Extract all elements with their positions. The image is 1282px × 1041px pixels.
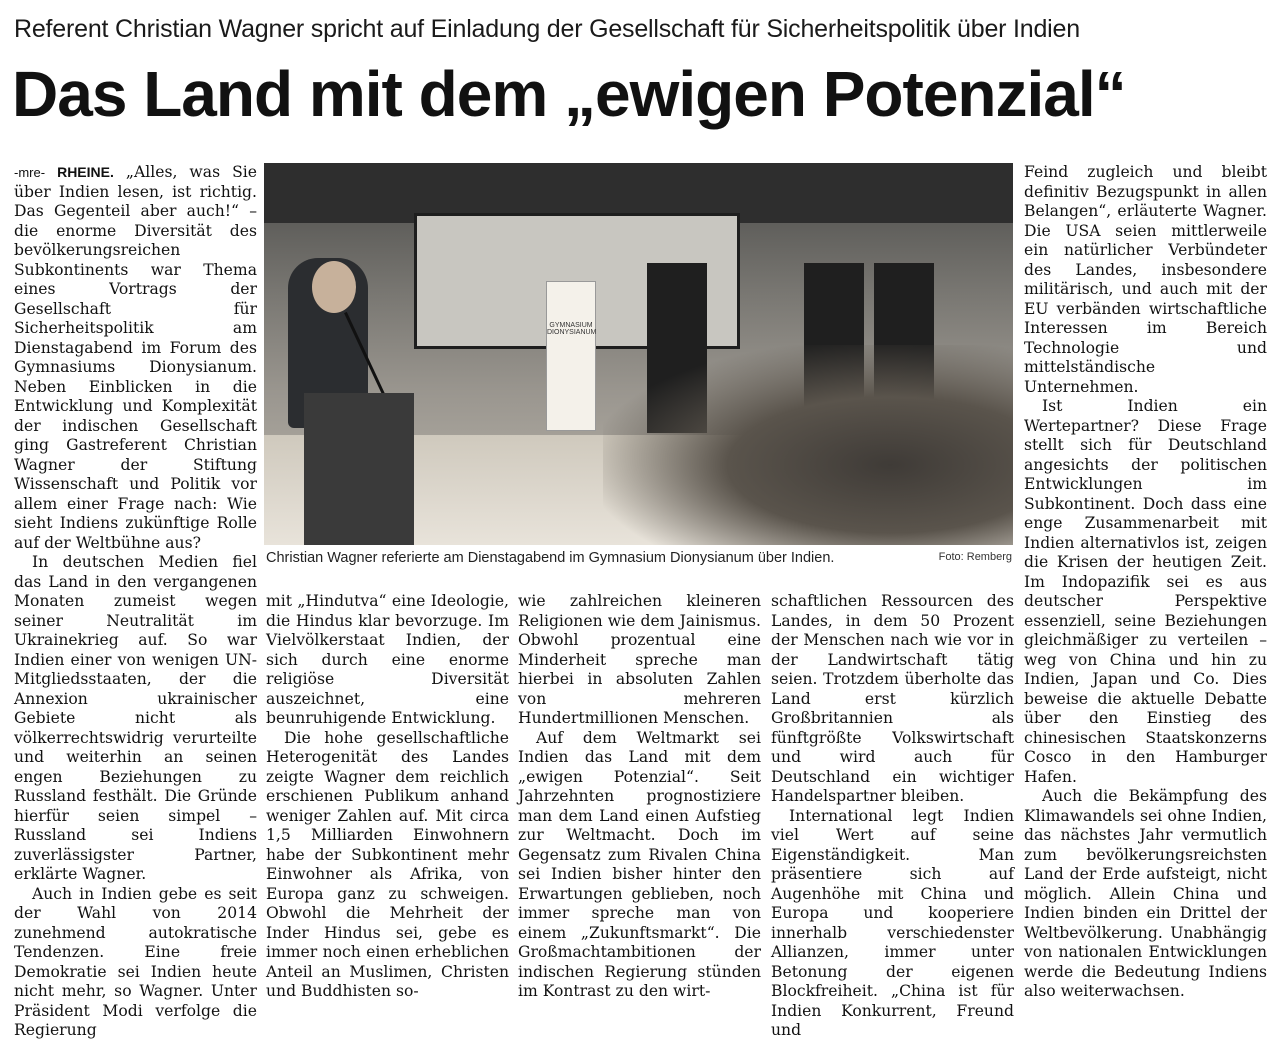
paragraph: Ist Indien ein Wertepartner? Diese Frage stellt sich für Deutschland angesichts der politischen Entwicklungen im Subkontinent. Doch dass eine enge Zusammenarbeit mit Indien alternativlos ist, zeigen die Krisen der heutigen Zeit. Im Indopazifik sei es aus deutscher Perspektive essenziell, seine Beziehungen gleichmäßiger zu verteilen – weg von China und hin zu Indien, Japan und Co. Dies beweise die aktuelle Debatte über den Einstieg des chinesischen Staatskonzerns Cosco in den Hamburger Hafen. [1024,397,1267,786]
paragraph: Feind zugleich und bleibt definitiv Bezugspunkt in allen Belangen“, erläuterte Wagner. Die USA seien mittlerweile ein natürlicher Verbündeter des Landes, insbesondere militärisch, und auch mit der EU verbänden wirtschaftliche Interessen im Bereich Technologie und mittelständische Unternehmen. [1024,163,1267,396]
article-column-2 [266,592,509,1023]
article-column-1 [14,163,257,1039]
paragraph: Auch in Indien gebe es seit der Wahl von 2014 zunehmend autokratische Tendenzen. Eine freie Demokratie sei Indien heute nicht mehr, so Wagner. Unter Präsident Modi verfolge die Regierung [14,884,257,1039]
paragraph: Die hohe gesellschaftliche Heterogenität des Landes zeigte Wagner dem reichlich erschienen Publikum anhand weniger Zahlen auf. Mit circa 1,5 Milliarden Einwohnern habe der Subkontinent mehr Einwohner als Afrika, von Europa ganz zu schweigen. Obwohl die Mehrheit der Inder Hindus sei, gebe es immer noch einen erheblichen Anteil an Muslimen, Christen und Buddhisten so- [266,728,509,1000]
paragraph: mit „Hindutva“ eine Ideologie, die Hindus klar bevorzuge. Im Vielvölkerstaat Indien, der sich durch eine enorme religiöse Diversität auszeichnet, eine beunruhigende Entwicklung. [266,592,509,727]
paragraph: Auf dem Weltmarkt sei Indien das Land mit dem „ewigen Potenzial“. Seit Jahrzehnten prognostiziere man dem Land einen Aufstieg zur Weltmacht. Doch im Gegensatz zum Rivalen China sei Indien bisher hinter den Erwartungen geblieben, noch immer spreche man von einem „Zukunftsmarkt“. Die Großmachtambitionen der indischen Regierung stünden im Kontrast zu den wirt- [518,728,761,1000]
photo-credit: Foto: Remberg [938,551,1012,563]
article-column-4 [771,592,1014,1039]
audience [603,345,1013,545]
article-column-3 [518,592,761,1023]
paragraph-text: „Alles, was Sie über Indien lesen, ist richtig. Das Gegenteil aber auch!“ – die enorme Diversität des bevölkerungsreichen Subkontinents war Thema eines Vortrags der Gesellschaft für Sicherheitspolitik am Dienstagabend im Forum des Gymnasiums Dionysianum. Neben Einblicken in die Entwicklung und Komplexität der indischen Gesellschaft ging Gastreferent Christian Wagner der Stiftung Wissenschaft und Politik vor allem einer Frage nach: Wie sieht Indiens zukünftige Rolle auf der Weltbühne aus? [14,163,257,552]
photo-caption: Christian Wagner referierte am Dienstagabend im Gymnasium Dionysianum über Indien. [266,550,835,566]
paragraph: wie zahlreichen kleineren Religionen wie dem Jainismus. Obwohl prozentual eine Minderheit spreche man hierbei in absoluten Zahlen von mehreren Hundertmillionen Menschen. [518,592,761,727]
podium [304,393,414,545]
kicker-line: Referent Christian Wagner spricht auf Einladung der Gesellschaft für Sicherheitspolitik über Indien [14,15,1080,43]
article-column-5 [1024,163,1267,1023]
paragraph: International legt Indien viel Wert auf seine Eigenständigkeit. Man präsentiere sich auf Augenhöhe mit China und Europa und kooperiere innerhalb verschiedenster Allianzen, immer unter Betonung der eigenen Blockfreiheit. „China ist für Indien Konkurrent, Freund und [771,806,1014,1039]
article-photo [264,163,1013,545]
paragraph: schaftlichen Ressourcen des Landes, in dem 50 Prozent der Menschen nach wie vor in der Landwirtschaft tätig seien. Trotzdem überholte das Land erst kürzlich Großbritannien als fünftgrößte Volkswirtschaft und wird auch für Deutschland ein wichtiger Handelspartner bleiben. [771,592,1014,805]
roll-up-banner: GYMNASIUM DIONYSIANUM [546,281,596,431]
speaker-head [312,261,356,313]
headline: Das Land mit dem „ewigen Potenzial“ [12,58,1126,130]
city: RHEINE. [57,164,114,180]
paragraph: Auch die Bekämpfung des Klimawandels sei ohne Indien, das nächstes Jahr vermutlich zum bevölkerungsreichsten Land der Erde aufsteigt, nicht möglich. Allein China und Indien binden ein Drittel der Weltbevölkerung. Unabhängig von nationalen Entwicklungen werde die Bedeutung Indiens also weiterwachsen. [1024,787,1267,1000]
paragraph: In deutschen Medien fiel das Land in den vergangenen Monaten zumeist wegen seiner Neutralität im Ukrainekrieg auf. So war Indien einer von wenigen UN-Mitgliedsstaaten, der die Annexion ukrainischer Gebiete nicht als völkerrechtswidrig verurteilte und weiterhin an seinen engen Beziehungen zu Russland festhält. Die Gründe hierfür seien simpel – Russland sei Indiens zuverlässigster Partner, erklärte Wagner. [14,553,257,883]
paragraph [14,163,257,553]
dateline: -mre- [14,165,46,180]
